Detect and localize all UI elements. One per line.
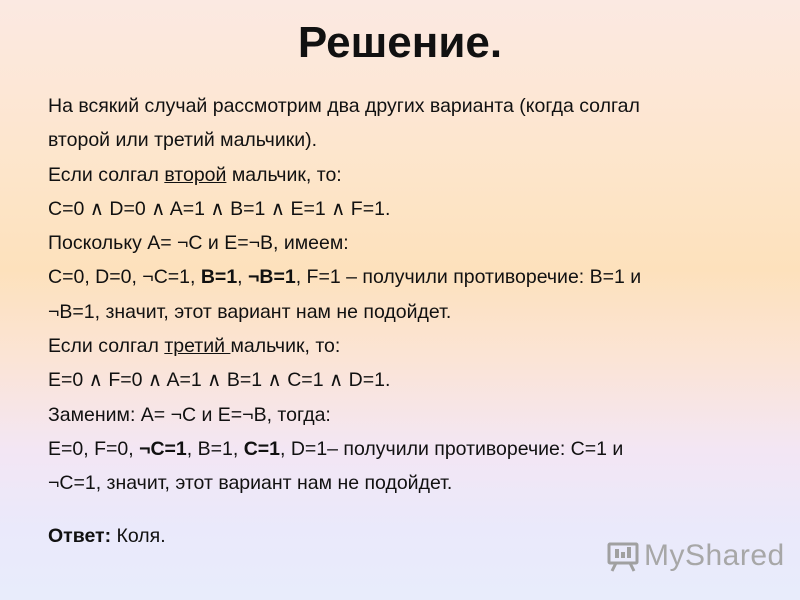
bold-term: B=1 — [200, 266, 238, 289]
underlined-word-third: третий — [164, 335, 231, 358]
text-line-8 — [48, 329, 788, 363]
text-line-2: второй или третий мальчики). — [48, 129, 318, 152]
text-line-11 — [48, 432, 788, 466]
text-line-1: На всякий случай рассмотрим два других варианта (когда солгал — [48, 95, 640, 117]
watermark-text: MyShared — [644, 539, 785, 572]
text-segment: C=0, D=0, ¬C=1, — [48, 266, 201, 289]
bold-term: C=1 — [243, 437, 281, 460]
bold-term: ¬C=1 — [139, 437, 187, 460]
text-segment: , F=1 – получили противоречие: B=1 и — [295, 266, 642, 289]
answer-value: Коля. — [111, 524, 166, 547]
text-line-10: Заменим: A= ¬C и E=¬B, тогда: — [48, 403, 331, 426]
solution-text — [48, 89, 788, 553]
answer-label: Ответ: — [48, 524, 112, 547]
text-segment: , B=1, — [186, 437, 244, 460]
text-line-9: E=0 ∧ F=0 ∧ A=1 ∧ B=1 ∧ C=1 ∧ D=1. — [48, 369, 391, 392]
text-segment: E=0, F=0, — [48, 437, 140, 460]
text-segment: , D=1– получили противоречие: C=1 и — [280, 437, 624, 460]
text-segment: Если солгал — [48, 163, 165, 186]
text-segment: мальчик, то: — [226, 163, 342, 186]
text-line-6 — [48, 260, 788, 294]
text-segment: , — [237, 266, 249, 289]
text-line-7: ¬B=1, значит, этот вариант нам не подойдет. — [48, 300, 452, 323]
text-line-3 — [48, 158, 788, 192]
slide-title: Решение. — [297, 18, 503, 67]
text-line-12: ¬C=1, значит, этот вариант нам не подойдет. — [48, 472, 453, 495]
presentation-board-icon — [606, 539, 640, 573]
underlined-word-second: второй — [164, 163, 227, 186]
text-line-4: С=0 ∧ D=0 ∧ A=1 ∧ B=1 ∧ E=1 ∧ F=1. — [48, 197, 391, 220]
text-segment: мальчик, то: — [230, 335, 341, 358]
text-line-5: Поскольку A= ¬C и E=¬B, имеем: — [48, 232, 349, 255]
watermark-logo — [606, 538, 785, 574]
text-segment: Если солгал — [48, 335, 165, 358]
bold-term: ¬B=1 — [248, 266, 296, 289]
